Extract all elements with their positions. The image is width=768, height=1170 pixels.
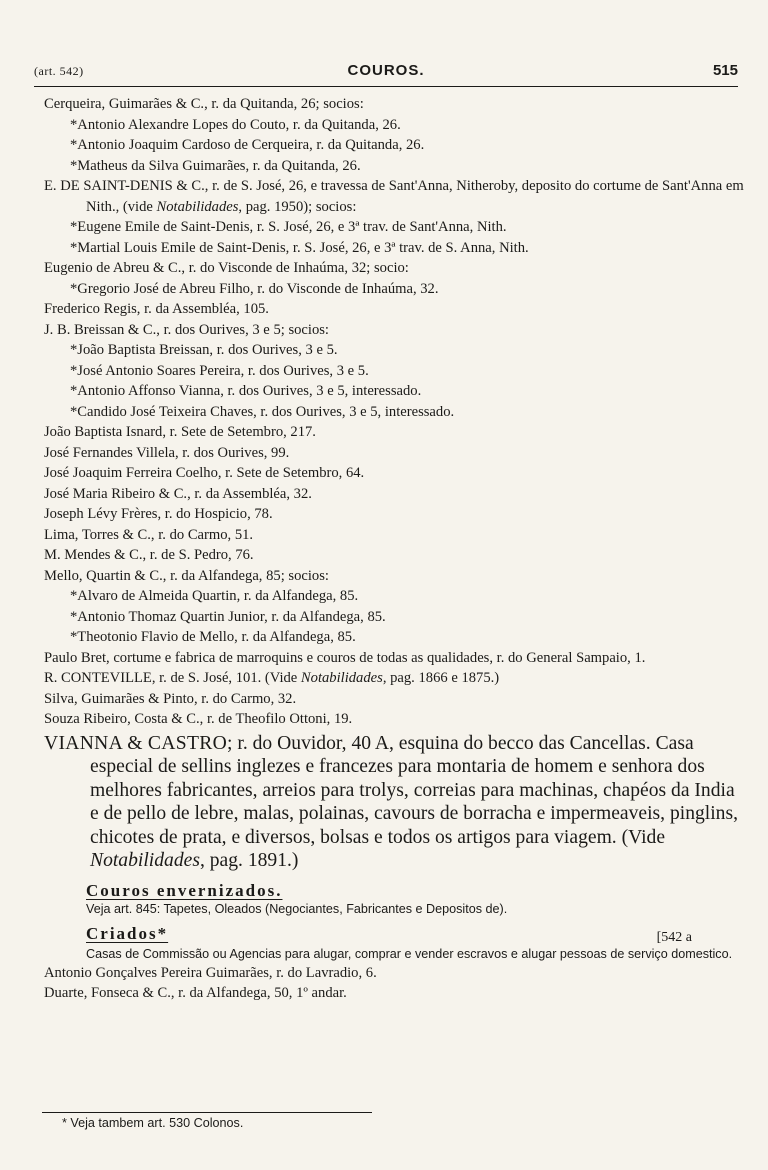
entry-text: José Fernandes Villela, r. dos Ourives, 99. [44,444,290,461]
criados-heading-row [44,924,744,946]
entry-reference-page: , pag. 1866 e 1875.) [382,670,500,686]
page-number: 515 [712,62,738,79]
entry-text: Frederico Regis, r. da Assembléa, 105. [44,301,269,317]
firm-entry [44,258,744,279]
partner-entry [44,156,744,177]
entry-text: *Alvaro de Almeida Quartin, r. da Alfandega, 85. [70,588,359,604]
firm-entry [44,689,744,710]
entry-text: *Antonio Joaquim Cardoso de Cerqueira, r. da Quitanda, 26. [70,137,425,153]
partner-entry [44,402,744,423]
running-header [34,60,738,87]
partner-entry [44,135,744,156]
partner-entry [44,115,744,136]
partner-entry [44,340,744,361]
heading-couros-envernizados: Couros envernizados. [86,880,283,900]
partner-entry [44,217,744,238]
footnote: * Veja tambem art. 530 Colonos. [62,1116,244,1130]
featured-reference-page: , pag. 1891.) [199,850,299,871]
couros-entries [44,94,744,730]
firm-entry [44,525,744,546]
page-section-title: COUROS. [347,62,425,79]
firm-entry [44,484,744,505]
firm-entry [44,648,744,669]
featured-firm-name: VIANNA & CASTRO [44,732,228,754]
firm-entry [44,668,744,689]
entry-text: J. B. Breissan & C., r. dos Ourives, 3 e 5; socios: [44,321,329,338]
entry-text: *Gregorio José de Abreu Filho, r. do Visconde de Inhaúma, 32. [70,280,439,297]
entry-text: Lima, Torres & C., r. do Carmo, 51. [44,526,254,543]
firm-entry [44,443,744,464]
partner-entry [44,238,744,259]
entry-text: R. CONTEVILLE, r. de S. José, 101. (Vide [44,670,301,686]
partner-entry [44,586,744,607]
entry-text: E. DE SAINT-DENIS & C., r. de S. José, 26, e travessa de Sant'Anna, Nitheroby, deposito do cortume de Sant'Anna em Nith., (vide [44,178,744,215]
entry-text: M. Mendes & C., r. de S. Pedro, 76. [44,547,254,563]
entry-text: *Matheus da Silva Guimarães, r. da Quitanda, 26. [70,157,361,174]
entry-text: *Antonio Thomaz Quartin Junior, r. da Alfandega, 85. [70,608,386,625]
firm-entry [44,709,744,730]
article-range: (art. 542) [34,64,84,78]
firm-entry [44,320,744,341]
entry-reference-page: , pag. 1950); socios: [238,198,357,215]
entry-reference: Notabilidades [300,670,383,686]
listing-body [44,94,744,1004]
entry-text: *Antonio Alexandre Lopes do Couto, r. da Quitanda, 26. [70,116,401,133]
firm-entry [44,94,744,115]
cross-reference-note: Veja art. 845: Tapetes, Oleados (Negociantes, Fabricantes e Depositos de). [86,902,508,916]
firm-entry [44,463,744,484]
criados-description: Casas de Commissão ou Agencias para alugar, comprar e vender escravos e alugar pessoas de serviço domestico. [86,946,733,961]
firm-entry [44,299,744,320]
firm-entry [44,422,744,443]
featured-text: ; r. do Ouvidor, 40 A, esquina do becco das Cancellas. Casa especial de sellins inglezes e francezes para montaria de homem e senhora dos melhores fabricantes, arreios para trolys, correias para machinas, chapéos da India e de pello de lebre, malas, polainas, cavours de borracha e impermeaveis, pinglins, chicotes de prata, e diversos, bolsas e todos os artigos para viagem. (Vide [90,732,738,848]
partner-entry [44,627,744,648]
criados-entry: Duarte, Fonseca & C., r. da Alfandega, 50, 1º andar. [44,985,347,1001]
firm-entry [44,504,744,525]
partner-entry [44,279,744,300]
entry-text: Silva, Guimarães & Pinto, r. do Carmo, 32. [44,690,297,707]
firm-entry [44,176,744,217]
article-number: [542 a [656,930,692,945]
partner-entry [44,381,744,402]
heading-criados: Criados* [86,924,169,943]
entry-reference: Notabilidades [156,198,239,215]
entry-text: *José Antonio Soares Pereira, r. dos Ourives, 3 e 5. [70,362,369,379]
entry-text: João Baptista Isnard, r. Sete de Setembro, 217. [44,424,316,440]
entry-text: Eugenio de Abreu & C., r. do Visconde de Inhaúma, 32; socio: [44,260,409,276]
featured-advert [44,732,744,873]
entry-text: Joseph Lévy Frères, r. do Hospicio, 78. [44,506,273,522]
entry-text: Mello, Quartin & C., r. da Alfandega, 85; socios: [44,567,329,584]
entry-text: *Eugene Emile de Saint-Denis, r. S. José, 26, e 3ª trav. de Sant'Anna, Nith. [70,219,507,235]
entry-text: Cerqueira, Guimarães & C., r. da Quitanda, 26; socios: [44,96,364,112]
entry-text: José Joaquim Ferreira Coelho, r. Sete de Setembro, 64. [44,465,365,481]
featured-reference: Notabilidades [90,850,200,871]
entry-text: *João Baptista Breissan, r. dos Ourives, 3 e 5. [70,342,338,358]
entry-text: Souza Ribeiro, Costa & C., r. de Theofilo Ottoni, 19. [44,711,353,727]
firm-entry [44,566,744,587]
partner-entry [44,607,744,628]
entry-text: *Theotonio Flavio de Mello, r. da Alfandega, 85. [70,629,356,645]
entry-text: *Candido José Teixeira Chaves, r. dos Ourives, 3 e 5, interessado. [70,403,455,420]
criados-entry: Antonio Gonçalves Pereira Guimarães, r. do Lavradio, 6. [44,964,377,981]
partner-entry [44,361,744,382]
entry-text: *Antonio Affonso Vianna, r. dos Ourives, 3 e 5, interessado. [70,383,422,399]
entry-text: José Maria Ribeiro & C., r. da Assembléa, 32. [44,485,312,502]
entry-text: *Martial Louis Emile de Saint-Denis, r. S. José, 26, e 3ª trav. de S. Anna, Nith. [70,239,529,256]
firm-entry [44,545,744,566]
entry-text: Paulo Bret, cortume e fabrica de marroquins e couros de todas as qualidades, r. do General Sampaio, 1. [44,649,646,666]
footnote-divider [42,1112,372,1113]
